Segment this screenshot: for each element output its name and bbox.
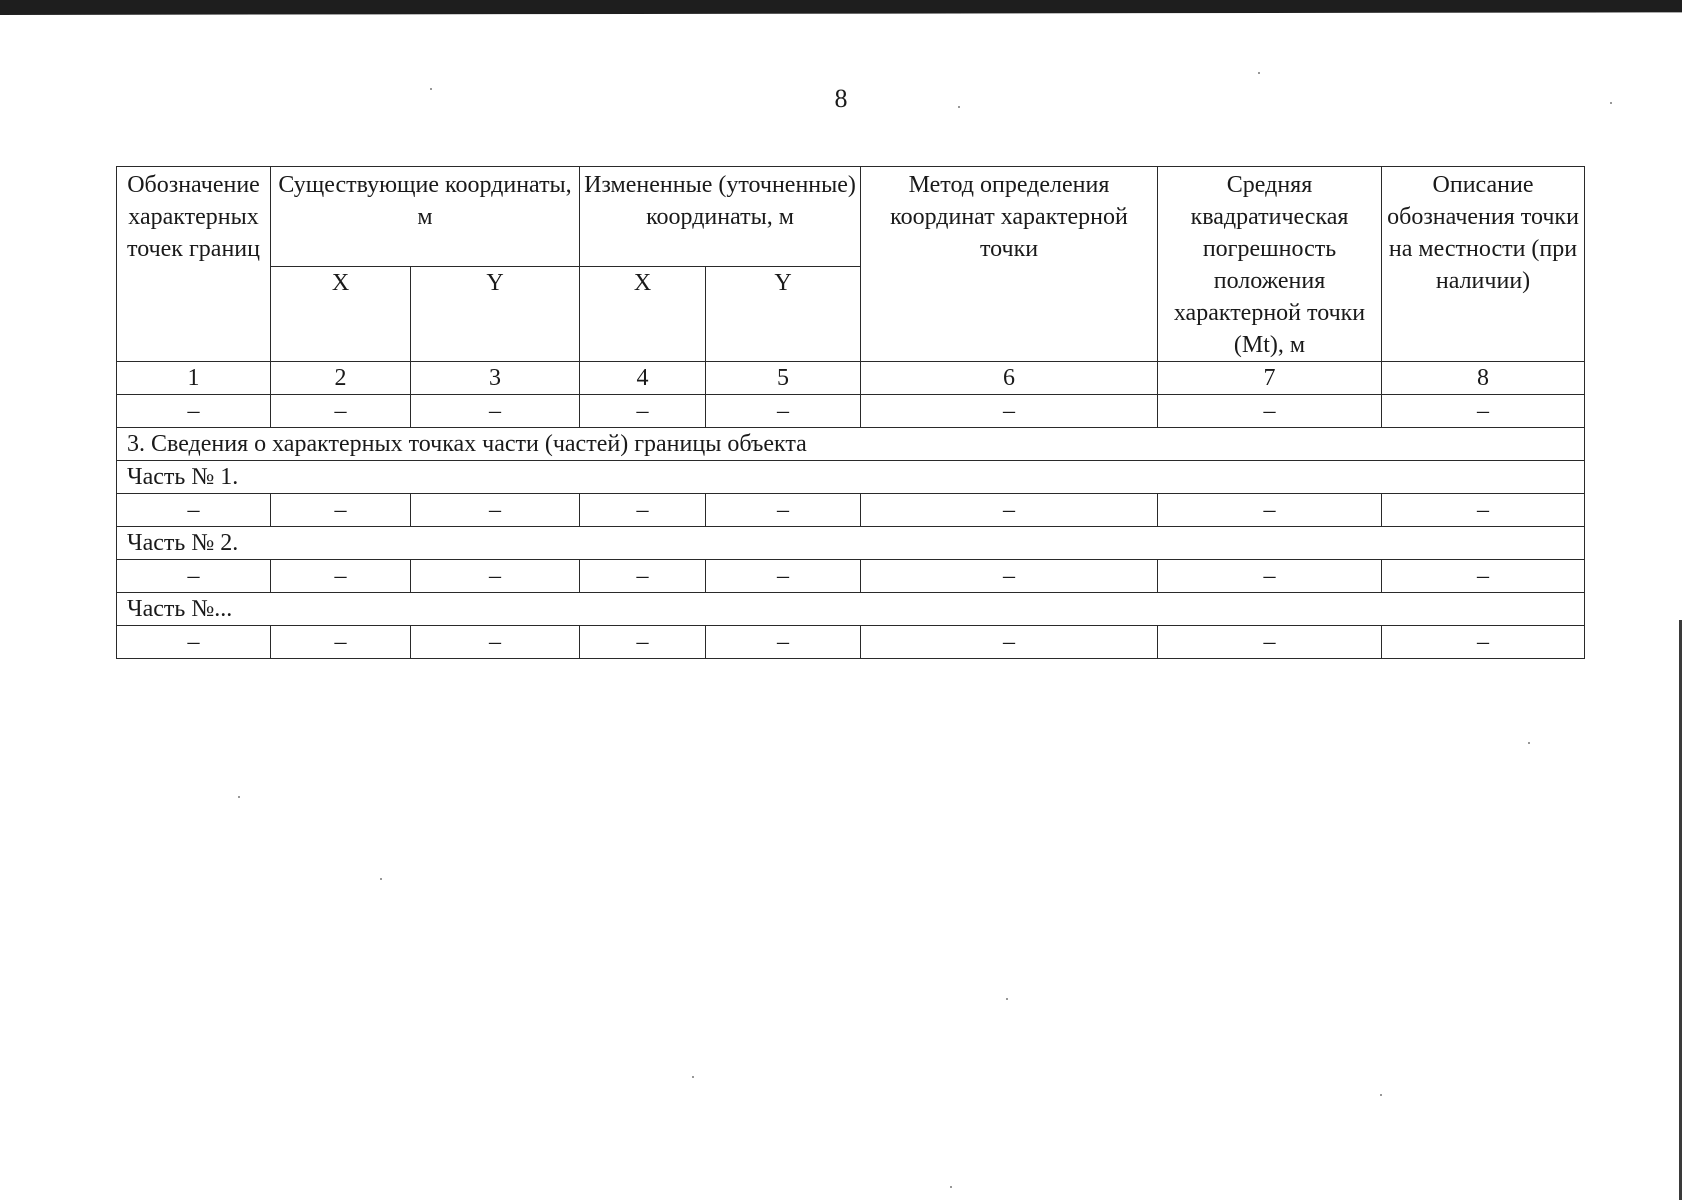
table-cell: – xyxy=(706,395,861,428)
header-existing-x: X xyxy=(271,267,411,362)
table-cell: – xyxy=(861,395,1158,428)
table-cell: – xyxy=(117,560,271,593)
boundary-points-table xyxy=(116,166,1585,659)
header-changed-y: Y xyxy=(706,267,861,362)
part-label: Часть № 2. xyxy=(117,527,1585,560)
part-label: Часть №... xyxy=(117,593,1585,626)
section-title-row xyxy=(117,428,1585,461)
part-row xyxy=(117,461,1585,494)
column-number: 5 xyxy=(706,362,861,395)
column-number: 3 xyxy=(411,362,580,395)
column-number: 7 xyxy=(1158,362,1382,395)
page-number: 8 xyxy=(834,84,848,113)
table-cell: – xyxy=(117,395,271,428)
scan-speck xyxy=(1610,102,1612,104)
table-cell: – xyxy=(411,560,580,593)
table-cell: – xyxy=(1158,395,1382,428)
table-cell: – xyxy=(271,560,411,593)
header-existing-y: Y xyxy=(411,267,580,362)
table-cell: – xyxy=(580,560,706,593)
table-cell: – xyxy=(1382,560,1585,593)
table-cell: – xyxy=(117,494,271,527)
table-cell: – xyxy=(411,626,580,659)
table-cell: – xyxy=(1158,560,1382,593)
scan-speck xyxy=(238,796,240,798)
table-row xyxy=(117,560,1585,593)
table-cell: – xyxy=(706,626,861,659)
table-cell: – xyxy=(580,494,706,527)
table-cell: – xyxy=(271,395,411,428)
table-cell: – xyxy=(1382,494,1585,527)
section-title: 3. Сведения о характерных точках части (частей) границы объекта xyxy=(117,428,1585,461)
scan-speck xyxy=(1528,742,1530,744)
scan-speck xyxy=(430,88,432,90)
table-cell: – xyxy=(861,494,1158,527)
table-cell: – xyxy=(706,494,861,527)
part-label: Часть № 1. xyxy=(117,461,1585,494)
header-changed-coordinates: Измененные (уточненные) координаты, м xyxy=(580,167,861,267)
scan-speck xyxy=(692,1076,694,1078)
column-number: 1 xyxy=(117,362,271,395)
table-cell: – xyxy=(1158,494,1382,527)
scan-speck xyxy=(1006,998,1008,1000)
header-method: Метод определения координат характерной точки xyxy=(861,167,1158,362)
column-number: 4 xyxy=(580,362,706,395)
header-changed-x: X xyxy=(580,267,706,362)
table-cell: – xyxy=(1382,626,1585,659)
table-row xyxy=(117,626,1585,659)
scan-speck xyxy=(380,878,382,880)
part-row xyxy=(117,527,1585,560)
scan-speck xyxy=(950,1186,952,1188)
table-cell: – xyxy=(861,626,1158,659)
header-row xyxy=(117,167,1585,267)
table-row xyxy=(117,395,1585,428)
table-cell: – xyxy=(1158,626,1382,659)
table-cell: – xyxy=(861,560,1158,593)
table-cell: – xyxy=(580,395,706,428)
header-point-designation: Обозначение характерных точек границ xyxy=(117,167,271,362)
scan-speck xyxy=(1380,1094,1382,1096)
column-number-row xyxy=(117,362,1585,395)
scan-speck xyxy=(1258,72,1260,74)
table-cell: – xyxy=(271,494,411,527)
table-cell: – xyxy=(706,560,861,593)
table-cell: – xyxy=(411,494,580,527)
column-number: 8 xyxy=(1382,362,1585,395)
table-cell: – xyxy=(117,626,271,659)
scan-speck xyxy=(958,106,960,108)
column-number: 2 xyxy=(271,362,411,395)
table-cell: – xyxy=(1382,395,1585,428)
header-existing-coordinates: Существующие координаты, м xyxy=(271,167,580,267)
table-row xyxy=(117,494,1585,527)
column-number: 6 xyxy=(861,362,1158,395)
header-point-description: Описание обозначения точки на местности (при наличии) xyxy=(1382,167,1585,362)
part-row xyxy=(117,593,1585,626)
table-cell: – xyxy=(580,626,706,659)
scan-top-edge xyxy=(0,0,1682,22)
header-mean-square-error: Средняя квадратическая погрешность положения характерной точки (Mt), м xyxy=(1158,167,1382,362)
table-cell: – xyxy=(271,626,411,659)
table-cell: – xyxy=(411,395,580,428)
